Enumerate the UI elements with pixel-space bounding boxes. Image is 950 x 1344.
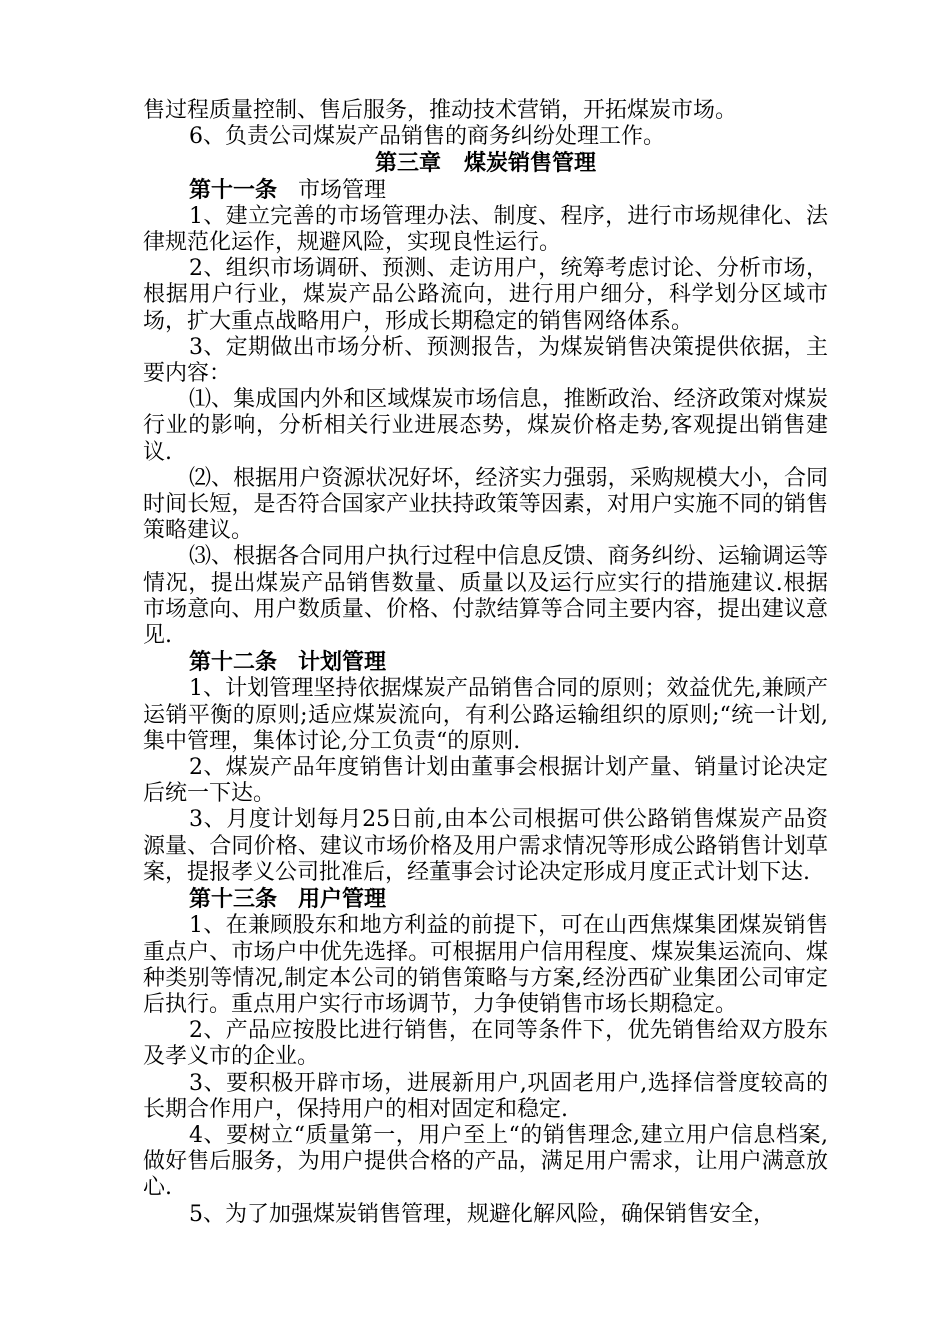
article-heading	[143, 649, 828, 676]
paragraph: 1、计划管理坚持依据煤炭产品销售合同的原则；效益优先,兼顾产运销平衡的原则;适应煤炭流向，有利公路运输组织的原则;“统一计划,集中管理，集体讨论,分工负责“的原则.	[143, 676, 828, 754]
article-number: 第十一条	[189, 176, 278, 203]
paragraph: 4、要树立“质量第一，用户至上“的销售理念,建立用户信息档案,做好售后服务，为用户提供合格的产品，满足用户需求，让用户满意放心.	[143, 1122, 828, 1201]
paragraph: 2、煤炭产品年度销售计划由董事会根据计划产量、销量讨论决定后统一下达。	[143, 755, 828, 807]
text-line: 售过程质量控制、售后服务，推动技术营销，开拓煤炭市场。	[143, 98, 738, 123]
document-page	[143, 98, 828, 1228]
paragraph: ⑵、根据用户资源状况好坏，经济实力强弱，采购规模大小，合同时间长短，是否符合国家产业扶持政策等因素，对用户实施不同的销售策略建议。	[143, 465, 828, 544]
chapter-heading	[143, 150, 828, 176]
paragraph: 3、定期做出市场分析、预测报告，为煤炭销售决策提供依据，主要内容：	[143, 334, 828, 387]
chapter-number: 第三章	[374, 150, 441, 177]
article-title: 市场管理	[298, 177, 387, 203]
paragraph: 2、产品应按股比进行销售，在同等条件下，优先销售给双方股东及孝义市的企业。	[143, 1018, 828, 1070]
paragraph: 1、在兼顾股东和地方利益的前提下，可在山西焦煤集团煤炭销售重点户、市场户中优先选择。可根据用户信用程度、煤炭集运流向、煤种类别等情况,制定本公司的销售策略与方案,经汾西矿业集团公司审定后执行。重点用户实行市场调节，力争使销售市场长期稳定。	[143, 913, 828, 1017]
article-title: 计划管理	[298, 649, 387, 676]
article-heading	[143, 177, 828, 204]
paragraph: 3、要积极开辟市场，进展新用户,巩固老用户,选择信誉度较高的长期合作用户，保持用户的相对固定和稳定.	[143, 1070, 828, 1122]
article-heading	[143, 886, 828, 913]
article-number: 第十二条	[189, 649, 278, 676]
paragraph: 2、组织市场调研、预测、走访用户，统筹考虑讨论、分析市场，根据用户行业，煤炭产品公路流向，进行用户细分，科学划分区域市场，扩大重点战略用户，形成长期稳定的销售网络体系。	[143, 256, 828, 334]
list-item: 6、负责公司煤炭产品销售的商务纠纷处理工作。	[189, 124, 665, 150]
paragraph: 3、月度计划每月25日前,由本公司根据可供公路销售煤炭产品资源量、合同价格、建议市场价格及用户需求情况等形成公路销售计划草案，提报孝义公司批准后，经董事会讨论决定形成月度正式计划下达.	[143, 807, 828, 885]
paragraph: 1、建立完善的市场管理办法、制度、程序，进行市场规律化、法律规范化运作，规避风险，实现良性运行。	[143, 203, 828, 256]
paragraph: ⑶、根据各合同用户执行过程中信息反馈、商务纠纷、运输调运等情况，提出煤炭产品销售数量、质量以及运行应实行的措施建议.根据市场意向、用户数质量、价格、付款结算等合同主要内容，提出建议意见.	[143, 544, 828, 649]
paragraph: ⑴、集成国内外和区域煤炭市场信息，推断政治、经济政策对煤炭行业的影响，分析相关行业进展态势，煤炭价格走势,客观提出销售建议.	[143, 387, 828, 465]
chapter-title: 煤炭销售管理	[463, 150, 596, 177]
paragraph: 5、为了加强煤炭销售管理，规避化解风险，确保销售安全，	[189, 1201, 775, 1227]
article-title: 用户管理	[298, 886, 387, 913]
article-number: 第十三条	[189, 886, 278, 913]
